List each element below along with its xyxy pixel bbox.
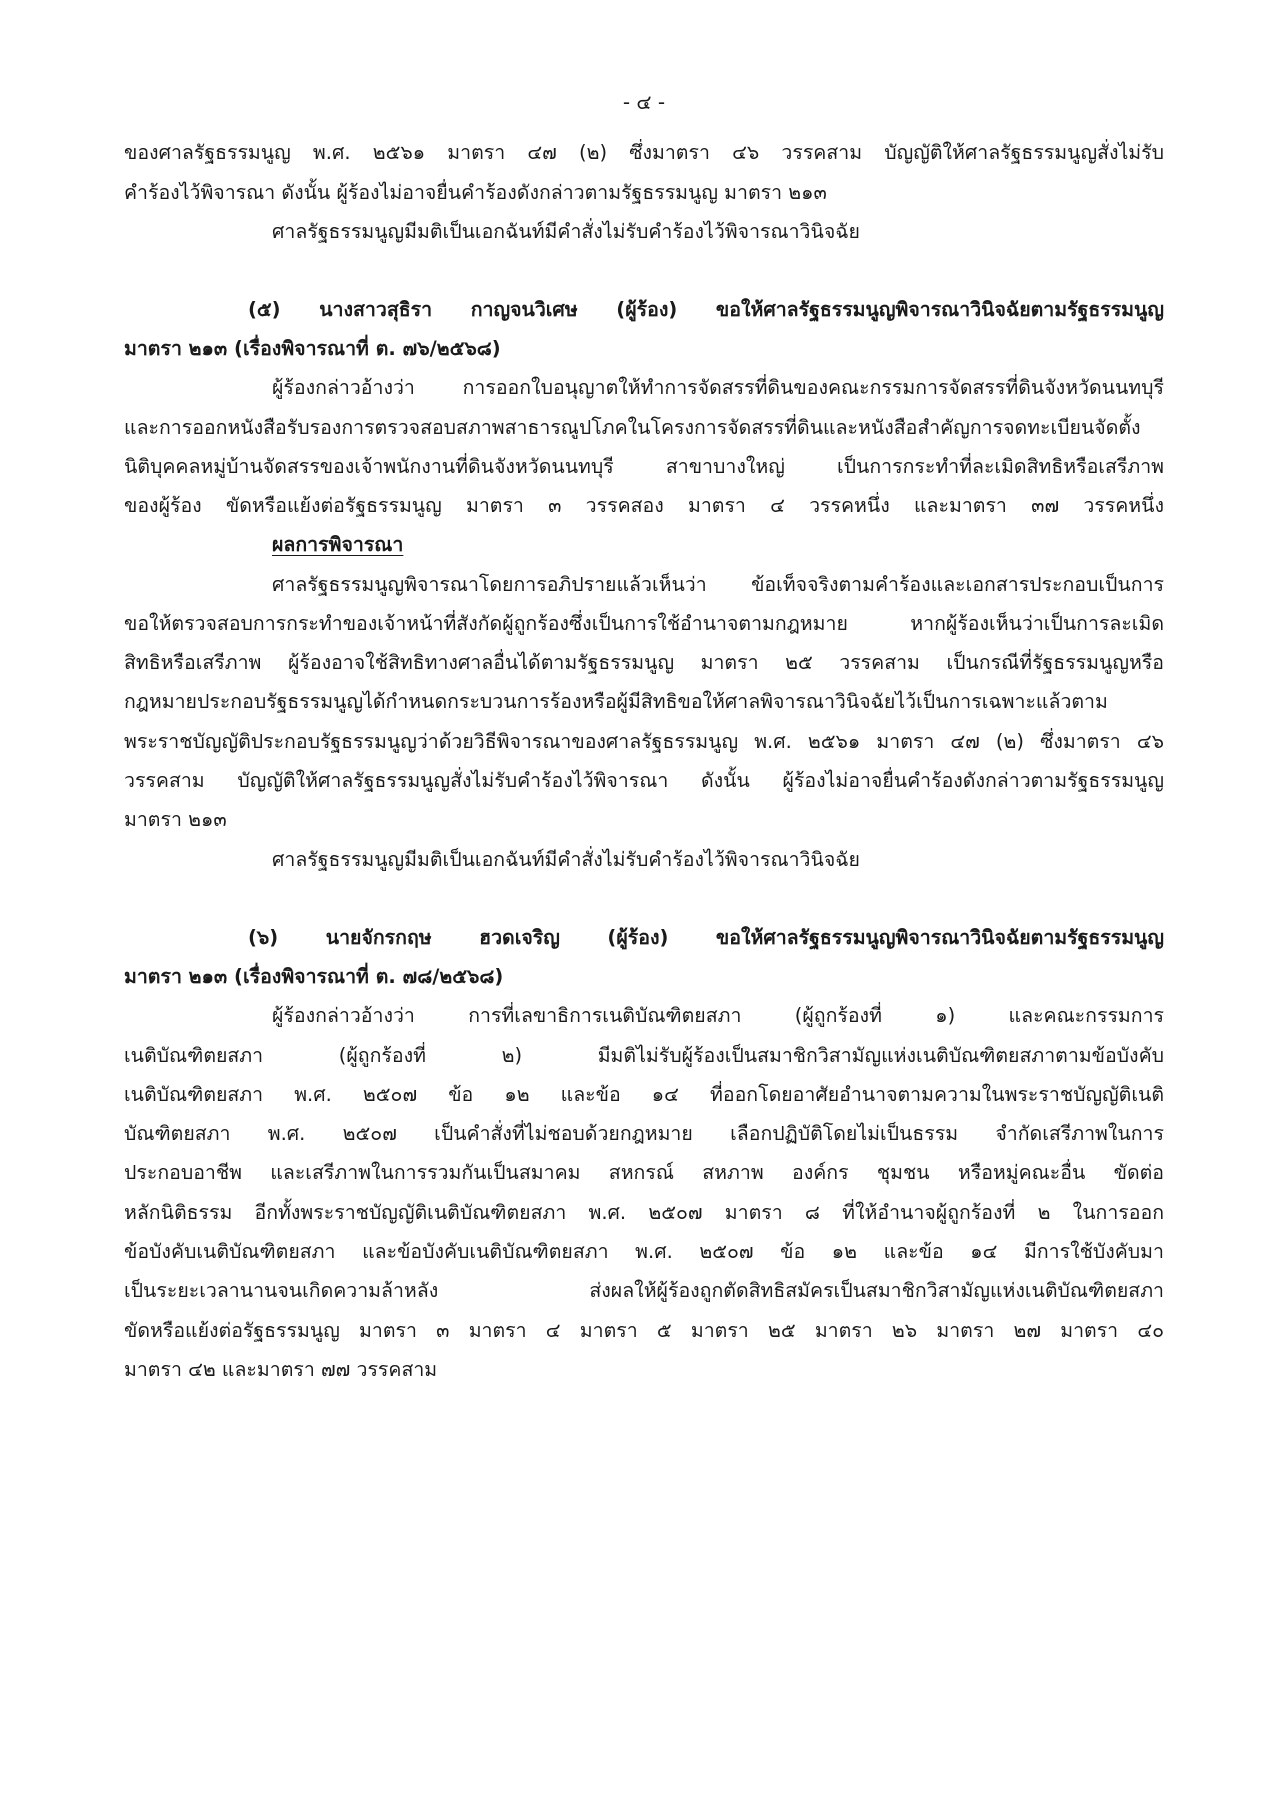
paragraph-line: ศาลรัฐธรรมนูญพิจารณาโดยการอภิปรายแล้วเห็นว่า ข้อเท็จจริงตามคำร้องและเอกสารประกอบเป็นการ: [272, 573, 1164, 596]
case-heading: มาตรา ๒๑๓ (เรื่องพิจารณาที่ ต. ๗๘/๒๕๖๘): [124, 965, 504, 988]
paragraph-line: ของผู้ร้อง ขัดหรือแย้งต่อรัฐธรรมนูญ มาตรา ๓ วรรคสอง มาตรา ๔ วรรคหนึ่ง และมาตรา ๓๗ วรรคหนึ่ง: [124, 494, 1164, 517]
paragraph-line: วรรคสาม บัญญัติให้ศาลรัฐธรรมนูญสั่งไม่รับคำร้องไว้พิจารณา ดังนั้น ผู้ร้องไม่อาจยื่นคำร้องดังกล่าวตามรัฐธรรมนูญ: [124, 769, 1164, 792]
paragraph-line: มาตรา ๔๒ และมาตรา ๗๗ วรรคสาม: [124, 1358, 438, 1381]
paragraph-line: นิติบุคคลหมู่บ้านจัดสรรของเจ้าพนักงานที่ดินจังหวัดนนทบุรี สาขาบางใหญ่ เป็นการกระทำที่ละเมิดสิทธิหรือเสรีภาพ: [124, 455, 1164, 478]
page-number: - ๔ -: [622, 90, 666, 114]
paragraph-line: สิทธิหรือเสรีภาพ ผู้ร้องอาจใช้สิทธิทางศาลอื่นได้ตามรัฐธรรมนูญ มาตรา ๒๕ วรรคสาม เป็นกรณีที่รัฐธรรมนูญหรือ: [124, 651, 1164, 674]
ruling-text: ศาลรัฐธรรมนูญมีมติเป็นเอกฉันท์มีคำสั่งไม่รับคำร้องไว้พิจารณาวินิจฉัย: [272, 848, 860, 871]
paragraph-line: เนติบัณฑิตยสภา (ผู้ถูกร้องที่ ๒) มีมติไม่รับผู้ร้องเป็นสมาชิกวิสามัญแห่งเนติบัณฑิตยสภาตามข้อบังคับ: [124, 1044, 1164, 1067]
paragraph-line: เป็นระยะเวลานานจนเกิดความล้าหลัง ส่งผลให้ผู้ร้องถูกตัดสิทธิสมัครเป็นสมาชิกวิสามัญแห่งเนติบัณฑิตยสภา: [124, 1279, 1164, 1302]
paragraph-line: บัณฑิตยสภา พ.ศ. ๒๕๐๗ เป็นคำสั่งที่ไม่ชอบด้วยกฎหมาย เลือกปฏิบัติโดยไม่เป็นธรรม จำกัดเสรีภาพในการ: [124, 1122, 1164, 1145]
paragraph-line: ขัดหรือแย้งต่อรัฐธรรมนูญ มาตรา ๓ มาตรา ๔ มาตรา ๕ มาตรา ๒๕ มาตรา ๒๖ มาตรา ๒๗ มาตรา ๔๐: [124, 1319, 1164, 1342]
case-heading: มาตรา ๒๑๓ (เรื่องพิจารณาที่ ต. ๗๖/๒๕๖๘): [124, 337, 501, 360]
paragraph-line: หลักนิติธรรม อีกทั้งพระราชบัญญัติเนติบัณฑิตยสภา พ.ศ. ๒๕๐๗ มาตรา ๘ ที่ให้อำนาจผู้ถูกร้องที่ ๒ ในการออก: [124, 1201, 1164, 1224]
paragraph-line: เนติบัณฑิตยสภา พ.ศ. ๒๕๐๗ ข้อ ๑๒ และข้อ ๑๔ ที่ออกโดยอาศัยอำนาจตามความในพระราชบัญญัติเนติ: [124, 1083, 1164, 1106]
paragraph-line: ข้อบังคับเนติบัณฑิตยสภา และข้อบังคับเนติบัณฑิตยสภา พ.ศ. ๒๕๐๗ ข้อ ๑๒ และข้อ ๑๔ มีการใช้บังคับมา: [124, 1240, 1164, 1263]
paragraph-line: ของศาลรัฐธรรมนูญ พ.ศ. ๒๕๖๑ มาตรา ๔๗ (๒) ซึ่งมาตรา ๔๖ วรรคสาม บัญญัติให้ศาลรัฐธรรมนูญสั่งไม่รับ: [124, 141, 1164, 164]
paragraph-line: พระราชบัญญัติประกอบรัฐธรรมนูญว่าด้วยวิธีพิจารณาของศาลรัฐธรรมนูญ พ.ศ. ๒๕๖๑ มาตรา ๔๗ (๒) ซึ่งมาตรา ๔๖: [124, 730, 1164, 753]
paragraph-line: ขอให้ตรวจสอบการกระทำของเจ้าหน้าที่สังกัดผู้ถูกร้องซึ่งเป็นการใช้อำนาจตามกฎหมาย หากผู้ร้องเห็นว่าเป็นการละเมิด: [124, 612, 1164, 635]
result-heading: ผลการพิจารณา: [272, 533, 404, 556]
ruling-text: ศาลรัฐธรรมนูญมีมติเป็นเอกฉันท์มีคำสั่งไม่รับคำร้องไว้พิจารณาวินิจฉัย: [272, 220, 860, 243]
paragraph-line: ผู้ร้องกล่าวอ้างว่า การออกใบอนุญาตให้ทำการจัดสรรที่ดินของคณะกรรมการจัดสรรที่ดินจังหวัดนนทบุรี: [272, 376, 1164, 399]
paragraph-line: และการออกหนังสือรับรองการตรวจสอบสภาพสาธารณูปโภคในโครงการจัดสรรที่ดินและหนังสือสำคัญการจดทะเบียนจัดตั้ง: [124, 416, 1141, 439]
paragraph-line: ประกอบอาชีพ และเสรีภาพในการรวมกันเป็นสมาคม สหกรณ์ สหภาพ องค์กร ชุมชน หรือหมู่คณะอื่น ขัดต่อ: [124, 1161, 1164, 1184]
paragraph-line: คำร้องไว้พิจารณา ดังนั้น ผู้ร้องไม่อาจยื่นคำร้องดังกล่าวตามรัฐธรรมนูญ มาตรา ๒๑๓: [124, 181, 827, 204]
paragraph-line: กฎหมายประกอบรัฐธรรมนูญได้กำหนดกระบวนการร้องหรือผู้มีสิทธิขอให้ศาลพิจารณาวินิจฉัยไว้เป็นการเฉพาะแล้วตาม: [124, 690, 1108, 713]
paragraph-line: ผู้ร้องกล่าวอ้างว่า การที่เลขาธิการเนติบัณฑิตยสภา (ผู้ถูกร้องที่ ๑) และคณะกรรมการ: [272, 1004, 1164, 1027]
paragraph-line: มาตรา ๒๑๓: [124, 808, 227, 831]
case-heading: (๕) นางสาวสุธิรา กาญจนวิเศษ (ผู้ร้อง) ขอให้ศาลรัฐธรรมนูญพิจารณาวินิจฉัยตามรัฐธรรมนูญ: [248, 298, 1164, 321]
case-heading: (๖) นายจักรกฤษ ฮวดเจริญ (ผู้ร้อง) ขอให้ศาลรัฐธรรมนูญพิจารณาวินิจฉัยตามรัฐธรรมนูญ: [248, 926, 1164, 949]
